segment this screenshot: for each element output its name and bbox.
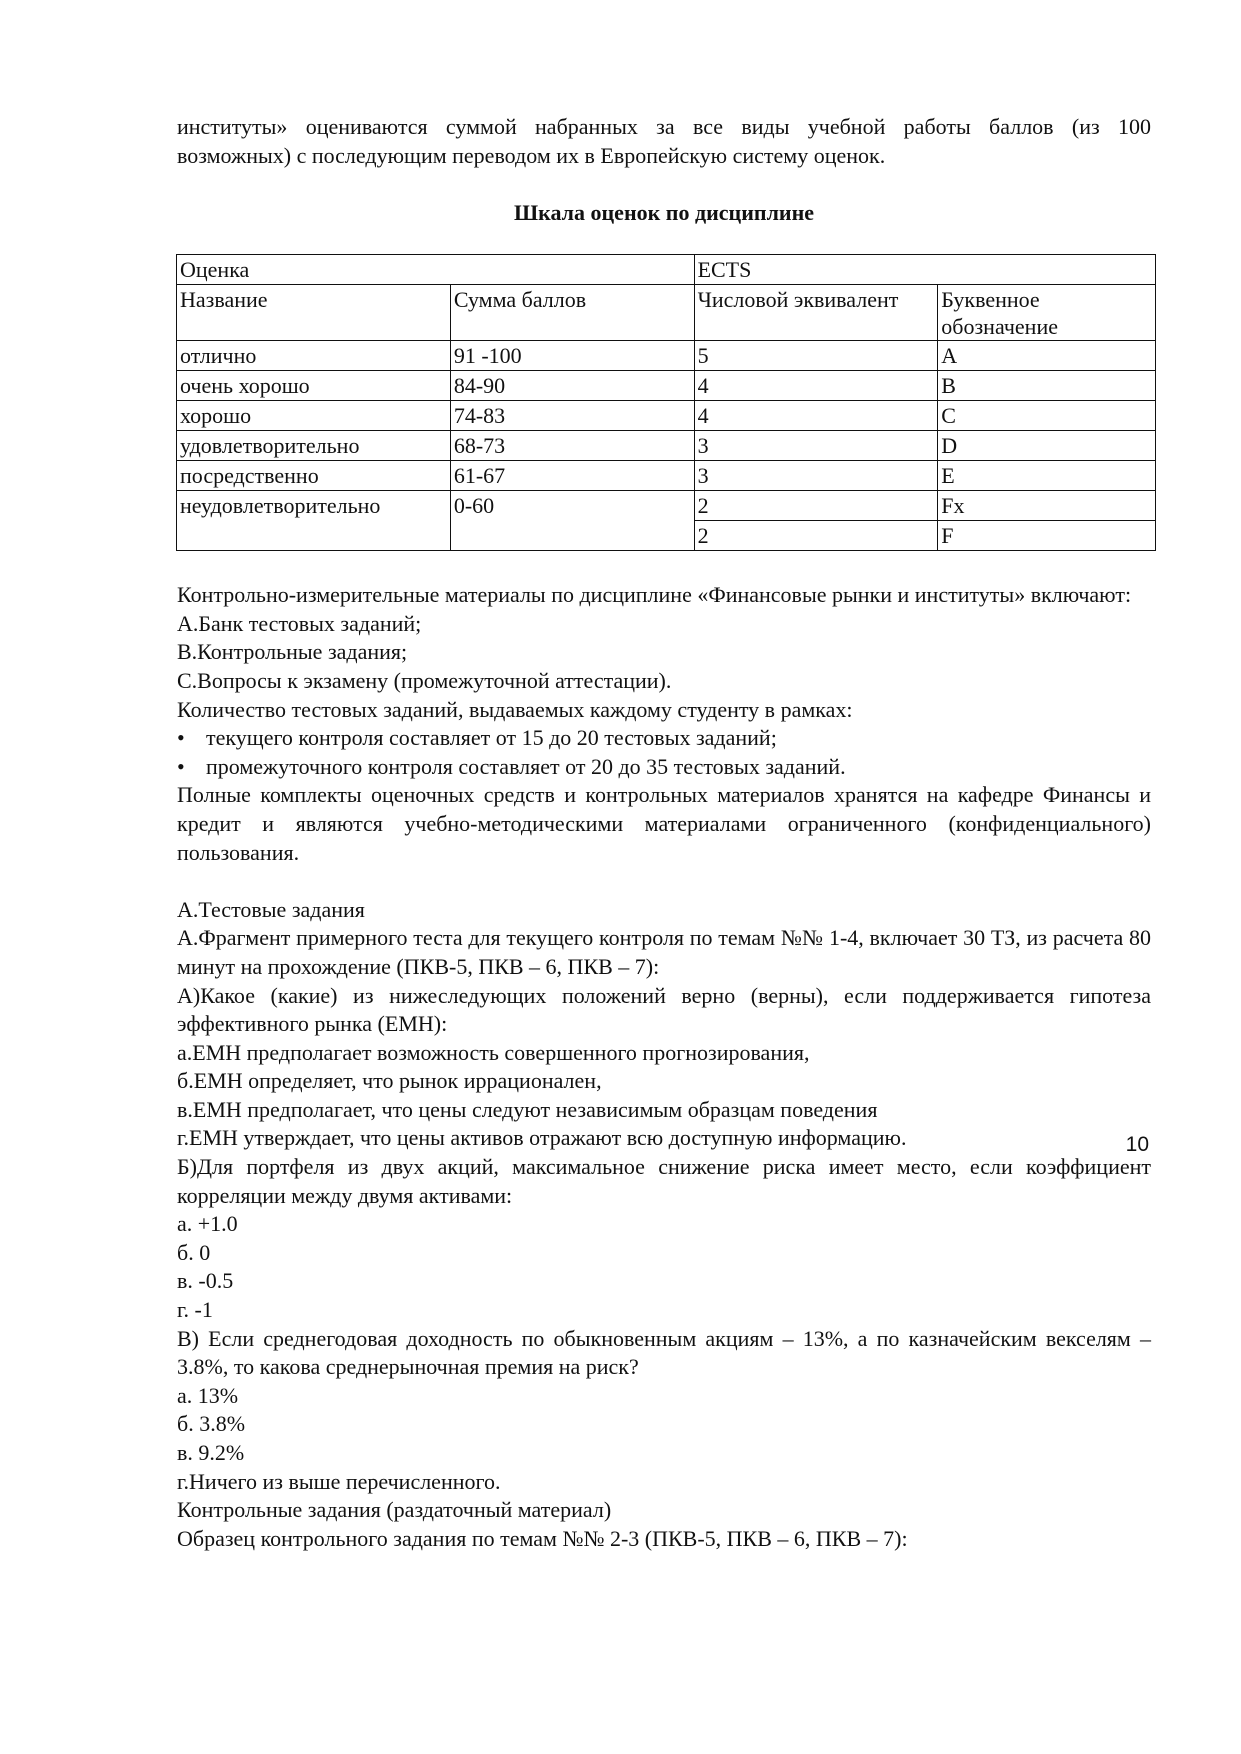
- materials-item-a: А.Банк тестовых заданий;: [177, 610, 422, 636]
- table-row: [177, 431, 1156, 461]
- cell-name: неудовлетворительно: [177, 491, 451, 551]
- cell-numeric: 2: [694, 491, 938, 521]
- control-task-sample: Образец контрольного задания по темам №№ 2-3 (ПКВ-5, ПКВ – 6, ПКВ – 7):: [177, 1525, 908, 1551]
- storage-note: Полные комплекты оценочных средств и контрольных материалов хранятся на кафедре Финансы и кредит и являются учебно-методическими материалами ограниченного (конфиденциального) пользования.: [177, 782, 1151, 865]
- table-row: [177, 491, 1156, 521]
- cell-name: отлично: [177, 341, 451, 371]
- column-header-score: Сумма баллов: [450, 285, 694, 341]
- question-b-option: а. +1.0: [177, 1211, 238, 1237]
- cell-score: 91 -100: [450, 341, 694, 371]
- question-a-option: в.ЕМН предполагает, что цены следуют независимым образцам поведения: [177, 1096, 878, 1122]
- table-row: [177, 341, 1156, 371]
- cell-letter: C: [938, 401, 1156, 431]
- cell-score: 0-60: [450, 491, 694, 551]
- cell-name: очень хорошо: [177, 371, 451, 401]
- control-tasks-heading: Контрольные задания (раздаточный материал): [177, 1497, 612, 1523]
- spacer: [177, 551, 1151, 581]
- question-c-option: в. 9.2%: [177, 1440, 245, 1465]
- group-header-ects: ECTS: [694, 255, 1155, 285]
- cell-letter: A: [938, 341, 1156, 371]
- cell-letter: B: [938, 371, 1156, 401]
- table-title: Шкала оценок по дисциплине: [513, 200, 815, 226]
- cell-numeric: 4: [694, 401, 938, 431]
- intro-line-1: институты» оцениваются суммой набранных за все виды учебной работы баллов (из 100: [177, 114, 1151, 139]
- cell-score: 74-83: [450, 401, 694, 431]
- cell-name: удовлетворительно: [177, 431, 451, 461]
- tests-fragment: А.Фрагмент примерного теста для текущего контроля по темам №№ 1-4, включает 30 ТЗ, из расчета 80 минут на прохождение (ПКВ-5, ПКВ – 6, ПКВ – 7):: [177, 925, 1151, 979]
- cell-score: 84-90: [450, 371, 694, 401]
- page-number: 10: [1125, 1133, 1149, 1156]
- spacer: [177, 867, 1151, 896]
- question-c-option: б. 3.8%: [177, 1411, 246, 1437]
- question-a-option: г.ЕМН утверждает, что цены активов отражают всю доступную информацию.: [177, 1125, 907, 1151]
- bullet-icon: •: [177, 753, 185, 779]
- question-c-text: В) Если среднегодовая доходность по обыкновенным акциям – 13%, а по казначейским векселям – 3.8%, то какова среднерыночная премия на риск?: [177, 1325, 1151, 1380]
- cell-letter: E: [938, 461, 1156, 491]
- question-b-text: Б)Для портфеля из двух акций, максимальное снижение риска имеет место, если коэффициент корреляции между двумя активами:: [177, 1154, 1151, 1208]
- materials-item-c: С.Вопросы к экзамену (промежуточной аттестации).: [177, 667, 672, 693]
- question-b-option: в. -0.5: [177, 1268, 234, 1294]
- cell-letter: Fx: [938, 491, 1156, 521]
- cell-numeric: 3: [694, 431, 938, 461]
- question-a-option: б.ЕМН определяет, что рынок иррационален,: [177, 1068, 602, 1094]
- cell-numeric: 5: [694, 341, 938, 371]
- bullet-text: промежуточного контроля составляет от 20 до 35 тестовых заданий.: [206, 753, 846, 779]
- cell-score: 61-67: [450, 461, 694, 491]
- cell-name: посредственно: [177, 461, 451, 491]
- cell-numeric: 3: [694, 461, 938, 491]
- question-a-text: А)Какое (какие) из нижеследующих положений верно (верны), если поддерживается гипотеза эффективного рынка (ЕМН):: [177, 982, 1151, 1037]
- cell-score: 68-73: [450, 431, 694, 461]
- question-c-option: г.Ничего из выше перечисленного.: [177, 1468, 501, 1494]
- bullet-text: текущего контроля составляет от 15 до 20 тестовых заданий;: [206, 725, 777, 751]
- table-column-header-row: [177, 285, 1156, 341]
- cell-name: хорошо: [177, 401, 451, 431]
- question-b-option: г. -1: [177, 1297, 213, 1323]
- table-row: [177, 371, 1156, 401]
- table-row: [177, 461, 1156, 491]
- table-row: [177, 401, 1156, 431]
- tests-heading: А.Тестовые задания: [177, 896, 365, 922]
- bullet-item: [177, 724, 1151, 753]
- column-header-numeric: Числовой эквивалент: [694, 285, 938, 341]
- table-group-header-row: [177, 255, 1156, 285]
- intro-line-2: возможных) с последующим переводом их в Европейскую систему оценок.: [177, 142, 886, 168]
- grade-scale-table: [176, 254, 1156, 551]
- count-intro: Количество тестовых заданий, выдаваемых каждому студенту в рамках:: [177, 696, 853, 722]
- cell-letter: D: [938, 431, 1156, 461]
- column-header-letter: Буквенное обозначение: [938, 285, 1156, 341]
- bullet-list: [177, 724, 1151, 781]
- bullet-icon: •: [177, 725, 185, 751]
- column-header-name: Название: [177, 285, 451, 341]
- cell-numeric: 2: [694, 521, 938, 551]
- question-b-option: б. 0: [177, 1239, 211, 1265]
- group-header-grade: Оценка: [177, 255, 695, 285]
- cell-letter: F: [938, 521, 1156, 551]
- cell-numeric: 4: [694, 371, 938, 401]
- materials-intro: Контрольно-измерительные материалы по дисциплине «Финансовые рынки и институты» включают:: [177, 582, 1132, 608]
- materials-item-b: В.Контрольные задания;: [177, 639, 408, 665]
- question-a-option: а.ЕМН предполагает возможность совершенного прогнозирования,: [177, 1039, 810, 1065]
- question-c-option: а. 13%: [177, 1382, 239, 1408]
- bullet-item: [177, 753, 1151, 782]
- document-page: [177, 113, 1151, 1553]
